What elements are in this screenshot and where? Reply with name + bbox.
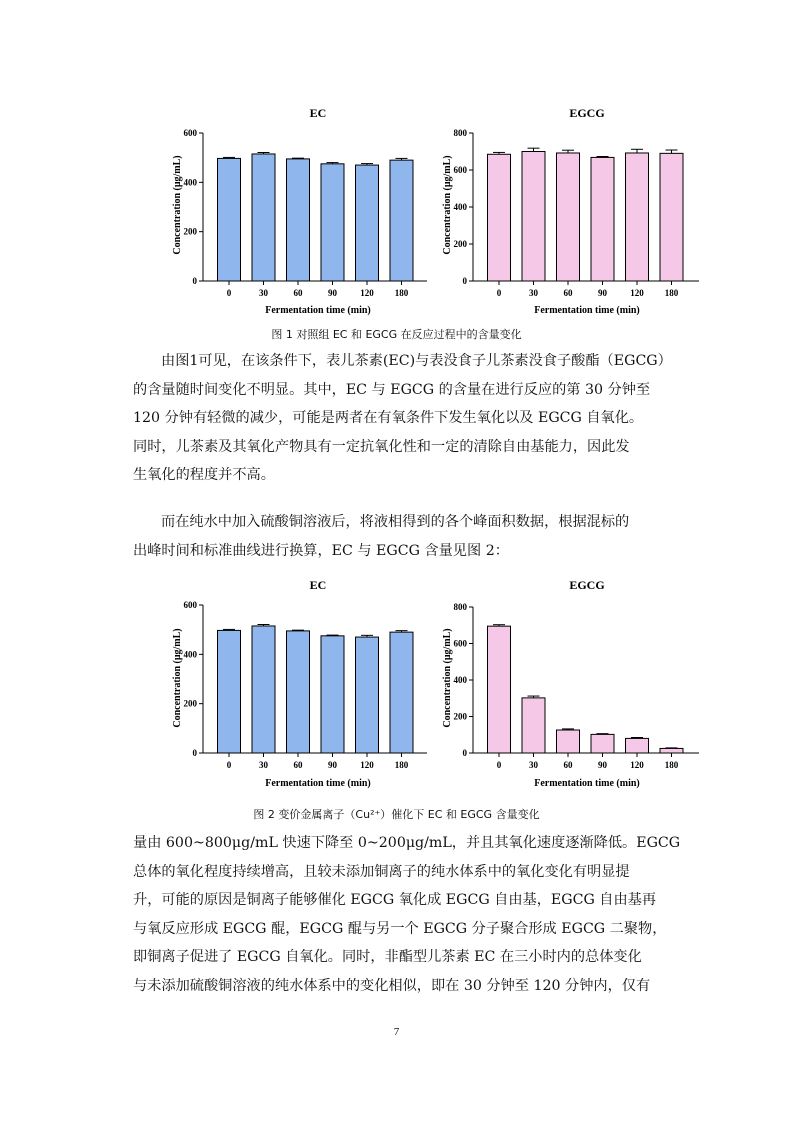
x-tick-label: 120 [630, 760, 644, 770]
x-tick-label: 90 [598, 288, 607, 298]
text-line: 量由 600~800μg/mL 快速下降至 0~200μg/mL，并且其氧化速度逐渐降低。EGCG [133, 835, 681, 851]
x-tick-label: 90 [328, 760, 337, 770]
x-tick-label: 0 [496, 288, 502, 298]
bar [252, 154, 275, 281]
bar [626, 153, 649, 281]
figure2-caption: 图 2 变价金属离子（Cu²⁺）催化下 EC 和 EGCG 含量变化 [253, 808, 540, 821]
paragraph-3 [133, 829, 698, 1000]
bar [660, 153, 683, 281]
text-line: 的含量随时间变化不明显。其中，EC 与 EGCG 的含量在进行反应的第 30 分钟至 [133, 381, 651, 398]
x-tick-label: 30 [259, 760, 268, 770]
x-tick-label: 30 [529, 760, 538, 770]
figure2-ec-chart [165, 573, 435, 798]
text-line: 生氧化的程度并不高。 [133, 467, 275, 483]
figure1-ec-svg [165, 100, 435, 325]
bar [390, 632, 413, 753]
x-axis-label: Fermentation time (min) [534, 778, 640, 789]
y-tick-label: 400 [453, 202, 467, 212]
chart-title: EC [309, 578, 327, 592]
page-number: 7 [393, 1026, 400, 1038]
bar [390, 160, 413, 281]
y-tick-label: 0 [192, 276, 197, 286]
x-tick-label: 120 [360, 288, 374, 298]
y-tick-label: 600 [453, 638, 467, 649]
x-tick-label: 120 [360, 760, 374, 770]
chart-title: EGCG [569, 106, 605, 120]
text-line: 出峰时间和标准曲线进行换算，EC 与 EGCG 含量见图 2： [133, 542, 509, 559]
bar [660, 748, 683, 753]
y-tick-label: 400 [453, 675, 467, 685]
x-tick-label: 180 [664, 760, 679, 770]
x-tick-label: 60 [563, 760, 573, 770]
x-tick-label: 60 [563, 288, 573, 298]
x-tick-label: 90 [598, 760, 607, 770]
x-tick-label: 120 [630, 288, 644, 298]
bar [356, 165, 379, 281]
bar [522, 152, 545, 282]
x-axis-label: Fermentation time (min) [265, 778, 371, 789]
y-axis-label: Concentration (μg/mL) [172, 628, 183, 728]
bar [218, 630, 241, 753]
y-tick-label: 600 [183, 600, 197, 610]
bar [218, 158, 241, 281]
figure2-egcg-svg [435, 573, 715, 798]
bar [488, 626, 511, 753]
y-tick-label: 200 [183, 698, 197, 709]
text-line: 同时，儿茶素及其氧化产物具有一定抗氧化性和一定的清除自由基能力，因此发 [133, 438, 630, 455]
x-tick-label: 30 [259, 288, 268, 298]
y-tick-label: 600 [453, 165, 467, 175]
y-tick-label: 0 [192, 748, 197, 758]
figure2-egcg-chart [435, 573, 715, 798]
y-tick-label: 200 [453, 711, 467, 722]
text-line: 与未添加硫酸铜溶液的纯水体系中的变化相似，即在 30 分钟至 120 分钟内，仅有 [133, 977, 651, 994]
bar [321, 164, 344, 281]
text-line: 120 分钟有轻微的减少，可能是两者在有氧条件下发生氧化以及 EGCG 自氧化。 [133, 410, 644, 426]
y-tick-label: 800 [453, 128, 467, 138]
bar [252, 626, 275, 753]
text-line: 升，可能的原因是铜离子能够催化 EGCG 氧化成 EGCG 自由基，EGCG 自由基再 [133, 892, 657, 908]
x-tick-label: 60 [293, 288, 303, 298]
figure1-egcg-svg [435, 100, 715, 325]
bar [557, 153, 580, 281]
bar [356, 637, 379, 753]
chart-title: EGCG [569, 578, 605, 592]
x-tick-label: 30 [529, 288, 538, 298]
bar [488, 154, 511, 281]
x-axis-label: Fermentation time (min) [534, 305, 640, 316]
x-axis-label: Fermentation time (min) [265, 305, 371, 316]
y-tick-label: 0 [462, 276, 467, 286]
paragraph-2 [133, 508, 698, 565]
bar [287, 631, 310, 753]
text-line: 与氧反应形成 EGCG 醌，EGCG 醌与另一个 EGCG 分子聚合形成 EGCG 二聚物， [133, 920, 667, 937]
x-tick-label: 0 [496, 760, 502, 770]
x-tick-label: 60 [293, 760, 303, 770]
figure2-ec-svg [165, 573, 435, 798]
text-line: 总体的氧化程度持续增高，且较未添加铜离子的纯水体系中的氧化变化有明显提 [133, 863, 630, 880]
bar [522, 698, 545, 753]
bar [321, 636, 344, 753]
x-tick-label: 180 [664, 288, 679, 298]
figure1-ec-chart [165, 100, 435, 325]
y-tick-label: 400 [183, 649, 197, 660]
x-tick-label: 90 [328, 288, 337, 298]
text-line: 由图1可见，在该条件下，表儿茶素(EC)与表没食子儿茶素没食子酸酯（EGCG） [161, 353, 672, 369]
x-tick-label: 180 [394, 288, 409, 298]
x-tick-label: 0 [226, 288, 232, 298]
y-tick-label: 400 [183, 177, 197, 188]
text-line: 即铜离子促进了 EGCG 自氧化。同时，非酯型儿茶素 EC 在三小时内的总体变化 [133, 949, 642, 965]
y-axis-label: Concentration (μg/mL) [442, 628, 453, 728]
bar [626, 738, 649, 753]
figure1-caption: 图 1 对照组 EC 和 EGCG 在反应过程中的含量变化 [271, 328, 522, 341]
paragraph-1 [133, 347, 698, 490]
chart-title: EC [309, 106, 327, 120]
y-axis-label: Concentration (μg/mL) [172, 155, 183, 255]
figure1-egcg-chart [435, 100, 715, 325]
text-line: 而在纯水中加入硫酸铜溶液后，将液相得到的各个峰面积数据，根据混标的 [161, 514, 630, 530]
x-tick-label: 180 [394, 760, 409, 770]
y-tick-label: 0 [462, 748, 467, 758]
bar [287, 159, 310, 281]
y-tick-label: 200 [183, 226, 197, 237]
x-tick-label: 0 [226, 760, 232, 770]
y-tick-label: 200 [453, 239, 467, 249]
bar [591, 734, 614, 753]
bar [557, 730, 580, 753]
bar [591, 157, 614, 281]
y-tick-label: 600 [183, 128, 197, 138]
y-axis-label: Concentration (μg/mL) [442, 155, 453, 255]
y-tick-label: 800 [453, 602, 467, 612]
